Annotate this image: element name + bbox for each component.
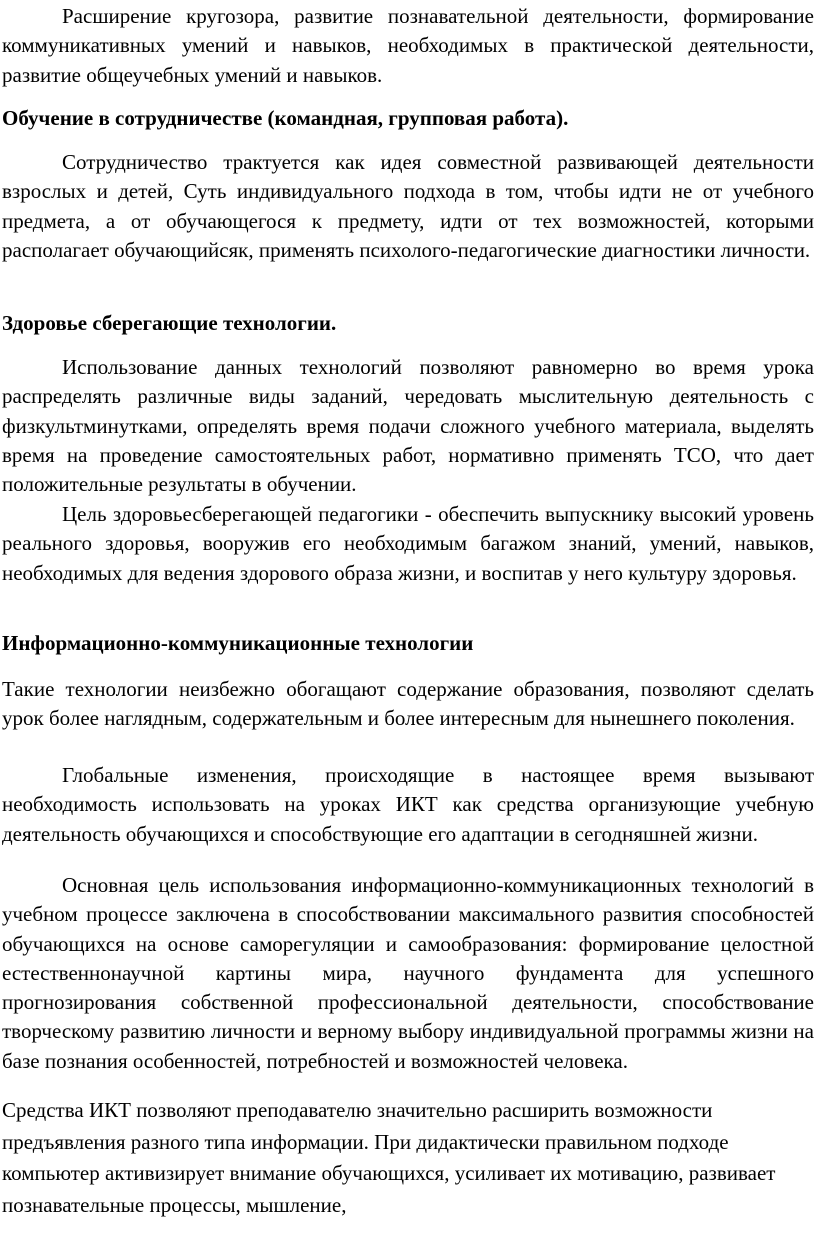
paragraph-global-changes: Глобальные изменения, происходящие в настоящее время вызывают необходимость использовать на уроках ИКТ как средства организующие учебную деятельность обучающихся и способствующие его адаптации в сегодняшней жизни. bbox=[2, 763, 814, 846]
paragraph-health-pedagogy-goal: Цель здоровьесберегающей педагогики - обеспечить выпускнику высокий уровень реального здоровья, вооружив его необходимым багажом знаний, умений, навыков, необходимых для ведения здорового образа жизни, и воспитав у него культуру здоровья. bbox=[2, 502, 814, 585]
paragraph-ict-tools: Средства ИКТ позволяют преподавателю значительно расширить возможности предъявления разного типа информации. При дидактически правильном подходе компьютер активизирует внимание обучающихся, усиливает их мотивацию, развивает познавательные процессы, мышление, bbox=[2, 1098, 776, 1217]
paragraph-health-technologies-use: Использование данных технологий позволяют равномерно во время урока распределять различные виды заданий, чередовать мыслительную деятельность с физкультминутками, определять время подачи сложного учебного материала, выделять время на проведение самостоятельных работ, нормативно применять ТСО, что дает положительные результаты в обучении. bbox=[2, 355, 814, 497]
heading-ict: Информационно-коммуникационные технологии bbox=[2, 631, 474, 655]
paragraph-cooperation: Сотрудничество трактуется как идея совместной развивающей деятельности взрослых и детей, Суть индивидуального подхода в том, чтобы идти не от учебного предмета, а от обучающегося к предмету, идти от тех возможностей, которыми располагает обучающийсяк, применять психолого-педагогические диагностики личности. bbox=[2, 150, 814, 262]
paragraph-ict-main-goal: Основная цель использования информационно-коммуникационных технологий в учебном процессе заключена в способствовании максимального развития способностей обучающихся на основе саморегуляции и самообразования: формирование целостной естественнонаучной картины мира, научного фундамента для успешного прогнозирования собственной профессиональной деятельности, способствование творческому развитию личности и верному выбору индивидуальной программы жизни на базе познания особенностей, потребностей и возможностей человека. bbox=[2, 873, 814, 1073]
heading-cooperative-learning: Обучение в сотрудничестве (командная, групповая работа). bbox=[2, 106, 569, 130]
heading-health-saving: Здоровье сберегающие технологии. bbox=[2, 311, 337, 335]
paragraph-ict-enrich: Такие технологии неизбежно обогащают содержание образования, позволяют сделать урок более наглядным, содержательным и более интересным для нынешнего поколения. bbox=[2, 677, 814, 731]
paragraph-outlook-development: Расширение кругозора, развитие познавательной деятельности, формирование коммуникативных умений и навыков, необходимых в практической деятельности, развитие общеучебных умений и навыков. bbox=[2, 4, 814, 87]
